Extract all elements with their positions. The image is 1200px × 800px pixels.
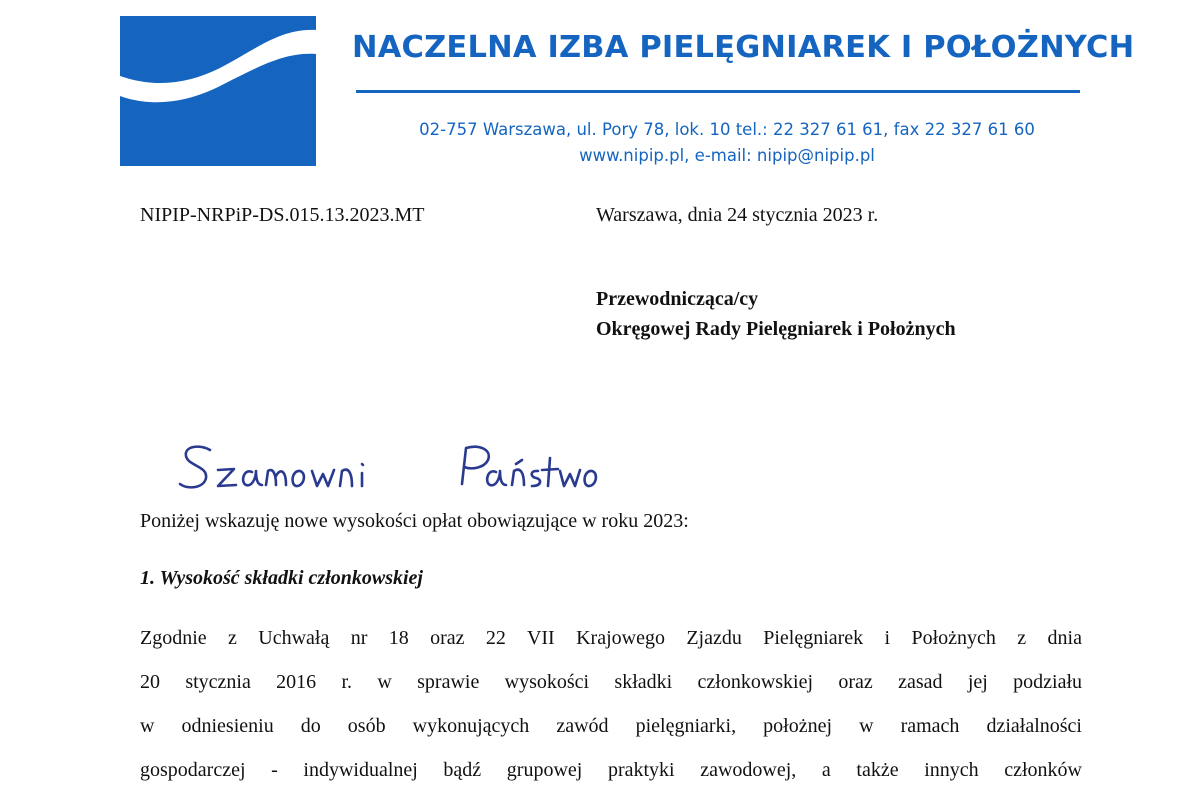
wave-logo-icon	[120, 16, 316, 166]
recipient-title: Przewodnicząca/cy	[596, 288, 759, 310]
handwritten-salutation	[176, 440, 616, 502]
body-line: Zgodnie z Uchwałą nr 18 oraz 22 VII Krajowego Zjazdu Pielęgniarek i Położnych z dnia	[140, 627, 1082, 649]
reference-number: NIPIP-NRPiP-DS.015.13.2023.MT	[140, 204, 425, 226]
header-divider	[356, 90, 1080, 93]
body-line: gospodarczej - indywidualnej bądź grupowej praktyki zawodowej, a także innych członków	[140, 759, 1082, 781]
place-date: Warszawa, dnia 24 stycznia 2023 r.	[596, 204, 879, 226]
recipient-council: Okręgowej Rady Pielęgniarek i Położnych	[596, 318, 956, 340]
intro-paragraph: Poniżej wskazuję nowe wysokości opłat obowiązujące w roku 2023:	[140, 510, 689, 532]
section-heading: 1. Wysokość składki członkowskiej	[140, 567, 423, 589]
body-line: w odniesieniu do osób wykonujących zawód pielęgniarki, położnej w ramach działalności	[140, 715, 1082, 737]
organization-name: NACZELNA IZBA PIELĘGNIAREK I POŁOŻNYCH	[352, 30, 1135, 65]
body-line: 20 stycznia 2016 r. w sprawie wysokości składki członkowskiej oraz zasad jej podziału	[140, 671, 1082, 693]
web-email-line: www.nipip.pl, e-mail: nipip@nipip.pl	[579, 146, 875, 165]
address-line: 02-757 Warszawa, ul. Pory 78, lok. 10 tel.: 22 327 61 61, fax 22 327 61 60	[419, 120, 1035, 139]
